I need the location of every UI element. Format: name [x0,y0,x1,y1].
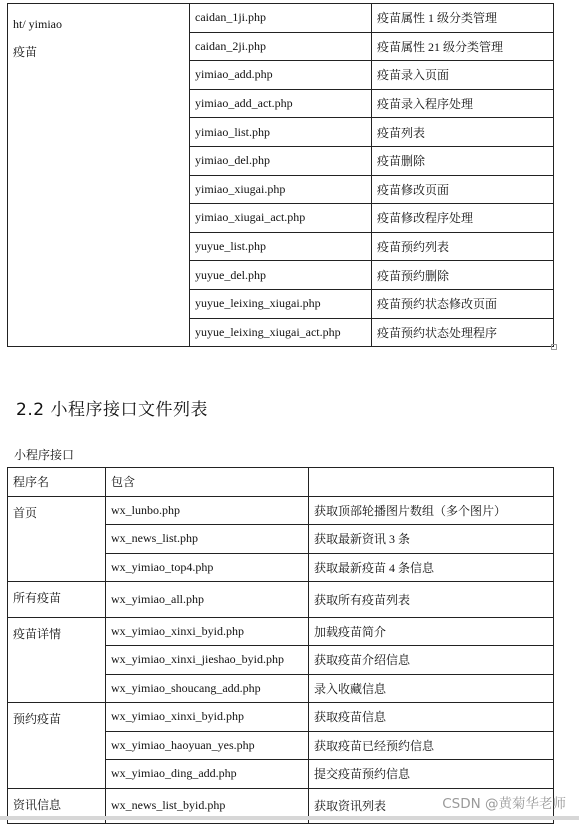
program-cell: 疫苗详情 [8,617,106,703]
file-desc-cell: 疫苗预约列表 [372,232,554,261]
file-desc-cell: 疫苗预约状态处理程序 [372,318,554,347]
file-name-cell: wx_yimiao_haoyuan_yes.php [106,731,309,760]
table-row [8,703,554,732]
file-desc-cell: 提交疫苗预约信息 [309,760,554,789]
program-cell: 资讯信息 [8,788,106,824]
file-desc-cell: 获取最新疫苗 4 条信息 [309,553,554,582]
file-desc-cell: 疫苗属性 1 级分类管理 [372,4,554,33]
file-desc-cell: 获取疫苗信息 [309,703,554,732]
file-desc-cell: 获取最新资讯 3 条 [309,525,554,554]
file-name-cell: yimiao_del.php [190,146,372,175]
backend-file-table [7,3,554,347]
file-desc-cell: 获取顶部轮播图片数组（多个图片） [309,496,554,525]
file-name-cell: wx_news_list.php [106,525,309,554]
program-cell: 所有疫苗 [8,582,106,618]
file-desc-cell: 疫苗预约状态修改页面 [372,289,554,318]
file-desc-cell: 疫苗录入程序处理 [372,89,554,118]
file-name-cell: wx_news_list_byid.php [106,788,309,824]
header-cell-program: 程序名 [8,468,106,497]
program-cell: 预约疫苗 [8,703,106,789]
file-name-cell: yimiao_list.php [190,118,372,147]
file-name-cell: yimiao_add_act.php [190,89,372,118]
file-name-cell: wx_yimiao_all.php [106,582,309,618]
file-name-cell: yuyue_leixing_xiugai_act.php [190,318,372,347]
table-row [8,617,554,646]
file-desc-cell: 疫苗删除 [372,146,554,175]
file-desc-cell: 疫苗录入页面 [372,61,554,90]
file-name-cell: yimiao_xiugai.php [190,175,372,204]
table-row [8,4,554,33]
file-desc-cell: 疫苗属性 21 级分类管理 [372,32,554,61]
file-desc-cell: 疫苗列表 [372,118,554,147]
file-name-cell: wx_yimiao_xinxi_byid.php [106,617,309,646]
file-desc-cell: 获取疫苗介绍信息 [309,646,554,675]
horizontal-scrollbar[interactable] [0,816,579,820]
header-cell-includes: 包含 [106,468,309,497]
file-desc-cell: 加载疫苗简介 [309,617,554,646]
section-heading: 2.2 小程序接口文件列表 [16,400,208,420]
table-row [8,582,554,618]
directory-path: ht/ yimiao [13,17,62,31]
directory-label: 疫苗 [13,45,38,59]
file-desc-cell: 疫苗修改页面 [372,175,554,204]
file-name-cell: wx_yimiao_xinxi_byid.php [106,703,309,732]
table-caption: 小程序接口 [14,448,75,462]
table-row [8,496,554,525]
watermark: CSDN @黄菊华老师 [442,796,566,812]
file-desc-cell: 获取疫苗已经预约信息 [309,731,554,760]
directory-cell [8,4,190,347]
table-header-row [8,468,554,497]
file-desc-cell: 录入收藏信息 [309,674,554,703]
file-desc-cell: 疫苗预约删除 [372,261,554,290]
file-name-cell: wx_yimiao_shoucang_add.php [106,674,309,703]
program-cell: 首页 [8,496,106,582]
file-name-cell: wx_yimiao_top4.php [106,553,309,582]
file-name-cell: yuyue_leixing_xiugai.php [190,289,372,318]
file-name-cell: yimiao_xiugai_act.php [190,204,372,233]
file-name-cell: caidan_1ji.php [190,4,372,33]
file-desc-cell: 疫苗修改程序处理 [372,204,554,233]
file-desc-cell: 获取资讯列表 [309,788,554,824]
file-name-cell: wx_lunbo.php [106,496,309,525]
file-name-cell: yuyue_del.php [190,261,372,290]
file-name-cell: wx_yimiao_xinxi_jieshao_byid.php [106,646,309,675]
file-name-cell: yuyue_list.php [190,232,372,261]
file-name-cell: caidan_2ji.php [190,32,372,61]
file-desc-cell: 获取所有疫苗列表 [309,582,554,618]
file-name-cell: wx_yimiao_ding_add.php [106,760,309,789]
file-name-cell: yimiao_add.php [190,61,372,90]
header-cell-empty [309,468,554,497]
api-file-table [7,467,554,824]
table-resize-handle[interactable] [551,344,557,350]
